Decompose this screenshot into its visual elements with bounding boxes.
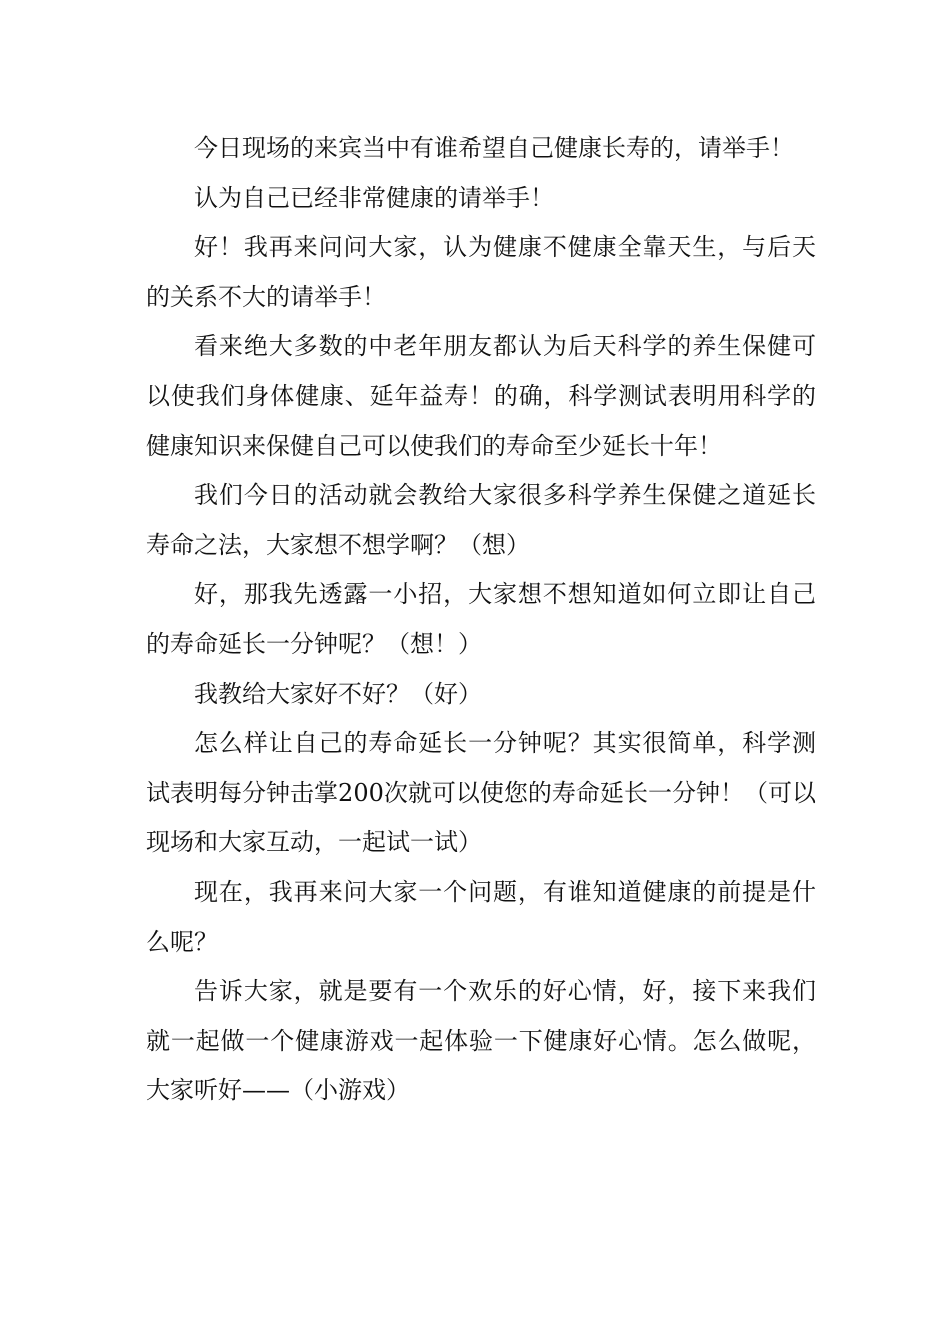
paragraph-1: 今日现场的来宾当中有谁希望自己健康长寿的，请举手！ <box>194 134 794 162</box>
paragraph-5: 我们今日的活动就会教给大家很多科学养生保健之道延长寿命之法，大家想不想学啊？（想） <box>146 481 816 559</box>
paragraph-4: 看来绝大多数的中老年朋友都认为后天科学的养生保健可以使我们身体健康、延年益寿！的确，科学测试表明用科学的健康知识来保健自己可以使我们的寿命至少延长十年！ <box>146 332 816 460</box>
paragraph-6: 好，那我先透露一小招，大家想不想知道如何立即让自己的寿命延长一分钟呢？（想！） <box>146 580 816 658</box>
paragraph-9: 现在，我再来问大家一个问题，有谁知道健康的前提是什么呢？ <box>146 877 816 956</box>
document-body <box>146 124 816 1116</box>
paragraph-7: 我教给大家好不好？（好） <box>194 679 482 708</box>
paragraph-10: 告诉大家，就是要有一个欢乐的好心情，好，接下来我们就一起做一个健康游戏一起体验一下健康好心情。怎么做呢，大家听好——（小游戏） <box>146 977 816 1105</box>
paragraph-8: 怎么样让自己的寿命延长一分钟呢？其实很简单，科学测试表明每分钟击掌200次就可以使您的寿命延长一分钟！（可以现场和大家互动，一起试一试） <box>146 729 816 857</box>
paragraph-2: 认为自己已经非常健康的请举手！ <box>194 183 554 212</box>
paragraph-3: 好！我再来问问大家，认为健康不健康全靠天生，与后天的关系不大的请举手！ <box>146 233 816 311</box>
